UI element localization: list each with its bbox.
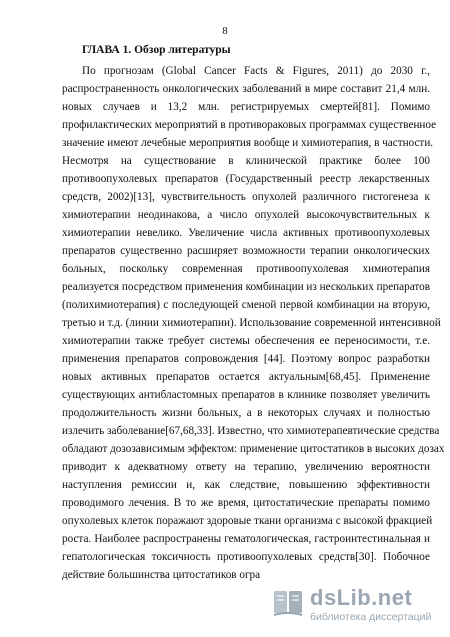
page-number: 8 xyxy=(222,26,228,37)
text-line: химиотерапии невелико. Увеличение числа активных противоопухолевых xyxy=(62,227,430,239)
watermark xyxy=(270,585,440,627)
text-line: приводит к адекватному ответу на терапию, увеличению вероятности xyxy=(62,461,430,473)
text-line: распространенность онкологических заболеваний в мире составит 21,4 млн. xyxy=(62,83,430,95)
text-line: существующих антибластомных препаратов в клинике позволяет увеличить xyxy=(62,389,430,401)
text-line: профилактических мероприятий в противораковых программах существенное xyxy=(62,119,437,131)
text-line: обладают дозозависимым эффектом: применение цитостатиков в высоких дозах xyxy=(62,443,445,455)
text-line: Несмотря на существование в клинической практике более 100 xyxy=(62,155,430,167)
watermark-subtitle: библиотека диссертаций xyxy=(310,611,432,623)
text-line: значение имеют лечебные мероприятия вообще и химиотерапия, в частности. xyxy=(62,137,434,149)
text-line: противоопухолевых препаратов (Государственный реестр лекарственных xyxy=(62,173,430,185)
book-logo-icon xyxy=(270,585,306,621)
text-line: применения препаратов сопровождения [44]. Поэтому вопрос разработки xyxy=(62,353,430,365)
text-line: реализуется посредством применения комбинации из нескольких препаратов xyxy=(62,281,430,293)
text-line: действие большинства цитостатиков огра xyxy=(62,569,261,581)
text-line: третью и т.д. (линии химиотерапии). Использование современной интенсивной xyxy=(62,317,441,329)
text-line: химиотерапии неодинакова, а число опухолей высокочувствительных к xyxy=(62,209,430,221)
text-line: излечить заболевание[67,68,33]. Известно, что химиотерапевтические средства xyxy=(62,425,440,437)
text-line: проводимого лечения. В то же время, цитостатические препараты помимо xyxy=(62,497,430,509)
text-line: наступления ремиссии и, как следствие, повышению эффективности xyxy=(62,479,430,491)
text-line: химиотерапии также требует системы обеспечения ее переносимости, т.е. xyxy=(62,335,430,347)
text-line: опухолевых клеток поражают здоровые ткани организма с высокой фракцией xyxy=(62,515,433,527)
text-line: средств, 2002)[13], чувствительность опухолей различного гистогенеза к xyxy=(62,191,430,203)
text-line: роста. Наиболее распространены гематологическая, гастроинтестинальная и xyxy=(62,533,430,545)
text-line: препаратов существенно расширяет возможности терапии онкологических xyxy=(62,245,430,257)
watermark-brand: dsLib.net xyxy=(310,585,413,610)
text-line: больных, поскольку современная противоопухолевая химиотерапия xyxy=(62,263,430,275)
text-line: новых активных препаратов остается актуальным[68,45]. Применение xyxy=(62,371,430,383)
text-line: продолжительность жизни больных, а в некоторых случаях и полностью xyxy=(62,407,430,419)
text-line: гепатологическая токсичность противоопухолевых средств[30]. Побочное xyxy=(62,551,430,563)
text-line: По прогнозам (Global Cancer Facts & Figures, 2011) до 2030 г., xyxy=(82,65,430,77)
text-line: новых случаев и 13,2 млн. регистрируемых смертей[81]. Помимо xyxy=(62,101,430,113)
text-line: (полихимиотерапия) с последующей сменой первой комбинации на вторую, xyxy=(62,299,430,311)
chapter-heading: ГЛАВА 1. Обзор литературы xyxy=(82,44,231,56)
